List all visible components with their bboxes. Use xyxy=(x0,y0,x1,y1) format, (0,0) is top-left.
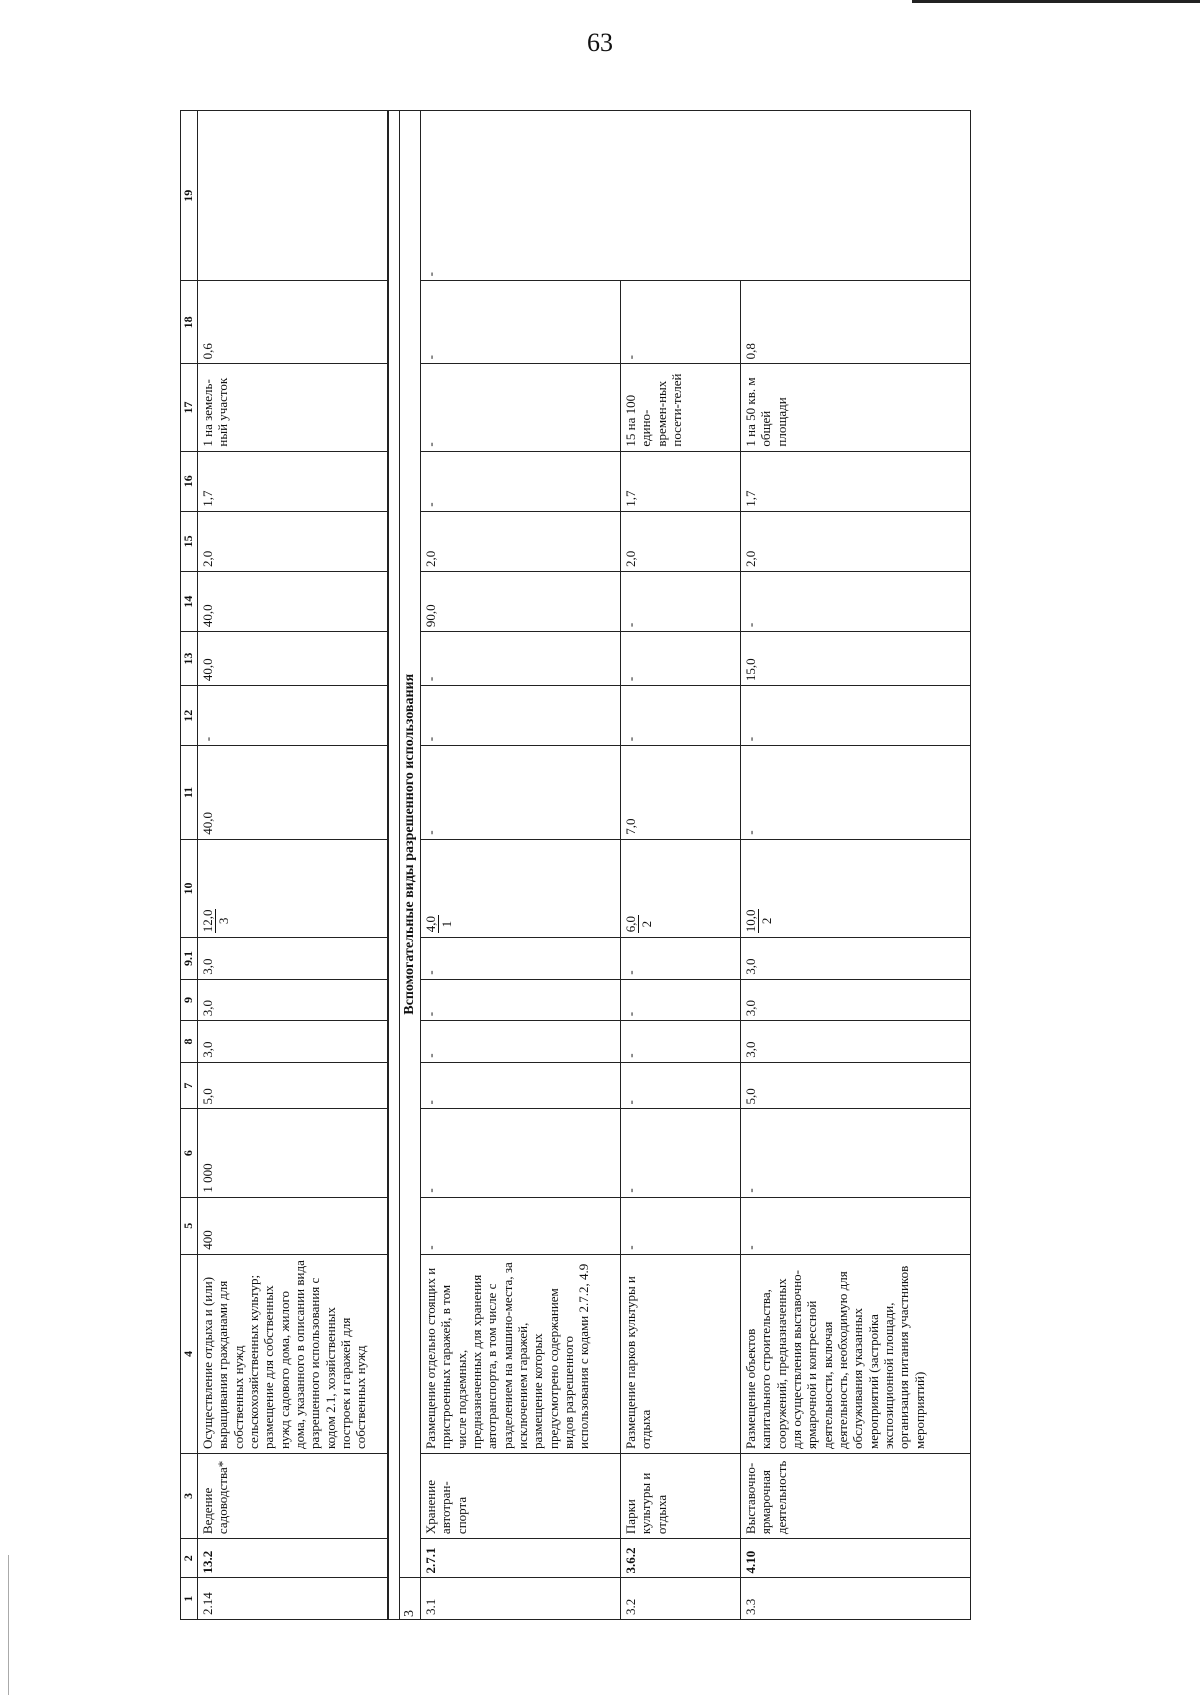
value-cell: - xyxy=(421,1197,621,1254)
section-number: 3 xyxy=(399,1578,421,1620)
separator-cell xyxy=(388,111,400,1620)
value-cell: 1 на 50 кв. м общей площади xyxy=(741,364,971,451)
value-cell: 90,0 xyxy=(421,571,621,631)
value-cell: - xyxy=(621,1197,741,1254)
header-cell: 9 xyxy=(181,979,198,1021)
use-name: Хранение автотран-спорта xyxy=(421,1453,621,1538)
value-cell: - xyxy=(421,979,621,1021)
header-cell: 1 xyxy=(181,1578,198,1620)
header-cell: 6 xyxy=(181,1109,198,1197)
value-cell: 3,0 xyxy=(741,938,971,980)
value-cell: - xyxy=(621,938,741,980)
section-title: Вспомогательные виды разрешенного использования xyxy=(399,111,421,1579)
value-cell: - xyxy=(421,1109,621,1197)
value-cell: - xyxy=(198,686,388,746)
use-description: Размещение отдельно стоящих и пристроенных гаражей, в том числе подземных, предназначенных для хранения автотранспорта, в том числе с разделением на машино-места, за исключением гаражей, размещение которых предусмотрено содержанием видов разрешенного использования с кодами 2.7.2, 4.9 xyxy=(421,1254,621,1453)
value-cell: - xyxy=(421,1021,621,1063)
header-cell: 13 xyxy=(181,632,198,686)
value-cell: - xyxy=(621,979,741,1021)
use-description: Размещение объектов капитального строительства, сооружений, предназначенных для осуществления выставочно-ярмарочной и конгрессной деятельности, включая деятельность, необходимую для обслуживания указанных мероприятий (застройка экспозиционной площади, организация питания участников мероприятий) xyxy=(741,1254,971,1453)
value-cell: - xyxy=(421,938,621,980)
use-description: Осуществление отдыха и (или) выращивания гражданами для собственных нужд сельскохозяйственных культур; размещение для собственных нужд садового дома, жилого дома, указанного в описании вида разрешенного использования с кодом 2.1, хозяйственных построек и гаражей для собственных нужд xyxy=(198,1254,388,1453)
value-cell xyxy=(198,111,388,281)
zoning-parameters-table xyxy=(180,110,971,1620)
value-cell: 3,0 xyxy=(198,979,388,1021)
value-cell: - xyxy=(621,281,741,364)
rotated-table-container xyxy=(180,110,1060,1620)
value-cell: 40,0 xyxy=(198,632,388,686)
value-cell: 3,0 xyxy=(198,938,388,980)
table-row xyxy=(421,111,621,1620)
header-cell: 12 xyxy=(181,686,198,746)
row-number: 3.2 xyxy=(621,1578,741,1620)
header-cell: 15 xyxy=(181,511,198,571)
value-cell: 5,0 xyxy=(198,1062,388,1109)
fraction-cell xyxy=(421,839,621,938)
value-cell: 400 xyxy=(198,1197,388,1254)
value-cell: - xyxy=(421,746,621,839)
row-number: 3.3 xyxy=(741,1578,971,1620)
fraction-denominator: 3 xyxy=(216,917,232,925)
use-code: 3.6.2 xyxy=(621,1539,741,1578)
header-cell: 8 xyxy=(181,1021,198,1063)
value-cell: 7,0 xyxy=(621,746,741,839)
value-cell: - xyxy=(421,364,621,451)
value-cell: 1 000 xyxy=(198,1109,388,1197)
value-cell: - xyxy=(621,1021,741,1063)
value-cell: - xyxy=(421,281,621,364)
fraction-numerator: 4,0 xyxy=(423,916,439,933)
value-cell: - xyxy=(421,686,621,746)
table-row xyxy=(741,111,971,1620)
fraction-numerator: 6,0 xyxy=(623,916,639,933)
value-cell: 2,0 xyxy=(421,511,621,571)
value-cell: - xyxy=(741,1197,971,1254)
value-cell: 5,0 xyxy=(741,1062,971,1109)
header-cell: 9.1 xyxy=(181,938,198,980)
use-description: Размещение парков культуры и отдыха xyxy=(621,1254,741,1453)
header-cell: 16 xyxy=(181,451,198,511)
header-cell: 19 xyxy=(181,111,198,281)
value-cell: 15 на 100 едино-времен-ных посети-телей xyxy=(621,364,741,451)
value-cell: 40,0 xyxy=(198,571,388,631)
row-number: 3.1 xyxy=(421,1578,621,1620)
header-cell: 14 xyxy=(181,571,198,631)
use-name: Ведение садоводства* xyxy=(198,1453,388,1538)
header-cell: 3 xyxy=(181,1453,198,1538)
value-cell: - xyxy=(741,1109,971,1197)
page-number: 63 xyxy=(587,28,613,57)
value-cell: 0,8 xyxy=(741,281,971,364)
header-row xyxy=(181,111,198,1620)
use-code: 13.2 xyxy=(198,1539,388,1578)
value-cell: - xyxy=(621,632,741,686)
separator-row xyxy=(388,111,400,1620)
header-cell: 2 xyxy=(181,1539,198,1578)
value-cell: - xyxy=(421,451,621,511)
table-row xyxy=(621,111,741,1620)
use-code: 2.7.1 xyxy=(421,1539,621,1578)
value-cell: - xyxy=(421,111,971,281)
header-cell: 7 xyxy=(181,1062,198,1109)
value-cell: - xyxy=(421,1062,621,1109)
fraction-denominator: 2 xyxy=(639,920,655,928)
value-cell: 2,0 xyxy=(741,511,971,571)
scan-edge-mark xyxy=(8,1555,9,1695)
fraction-numerator: 12,0 xyxy=(200,909,215,933)
value-cell: 1 на земель-ный участок xyxy=(198,364,388,451)
value-cell: - xyxy=(621,1109,741,1197)
value-cell: 1,7 xyxy=(621,451,741,511)
fraction-denominator: 2 xyxy=(759,917,775,925)
value-cell: 1,7 xyxy=(198,451,388,511)
section-header-row xyxy=(399,111,421,1620)
use-name: Парки культуры и отдыха xyxy=(621,1453,741,1538)
value-cell: 3,0 xyxy=(741,1021,971,1063)
top-rule xyxy=(912,0,1200,3)
row-number: 2.14 xyxy=(198,1578,388,1620)
value-cell: - xyxy=(421,632,621,686)
fraction-numerator: 10,0 xyxy=(743,909,759,933)
use-name: Выставочно-ярмарочная деятельность xyxy=(741,1453,971,1538)
value-cell: - xyxy=(741,746,971,839)
value-cell: - xyxy=(741,686,971,746)
table-row xyxy=(198,111,388,1620)
value-cell: 3,0 xyxy=(198,1021,388,1063)
header-cell: 17 xyxy=(181,364,198,451)
header-cell: 18 xyxy=(181,281,198,364)
use-code: 4.10 xyxy=(741,1539,971,1578)
value-cell: - xyxy=(621,571,741,631)
header-cell: 10 xyxy=(181,839,198,938)
value-cell: 0,6 xyxy=(198,281,388,364)
fraction-denominator: 1 xyxy=(439,920,455,928)
value-cell: 2,0 xyxy=(198,511,388,571)
value-cell: - xyxy=(621,686,741,746)
fraction-cell xyxy=(741,839,971,938)
fraction-cell xyxy=(198,839,388,938)
header-cell: 5 xyxy=(181,1197,198,1254)
value-cell: 15,0 xyxy=(741,632,971,686)
value-cell: 2,0 xyxy=(621,511,741,571)
value-cell: - xyxy=(621,1062,741,1109)
value-cell: 40,0 xyxy=(198,746,388,839)
value-cell: 1,7 xyxy=(741,451,971,511)
header-cell: 11 xyxy=(181,746,198,839)
value-cell: - xyxy=(741,571,971,631)
header-cell: 4 xyxy=(181,1254,198,1453)
value-cell: 3,0 xyxy=(741,979,971,1021)
fraction-cell xyxy=(621,839,741,938)
